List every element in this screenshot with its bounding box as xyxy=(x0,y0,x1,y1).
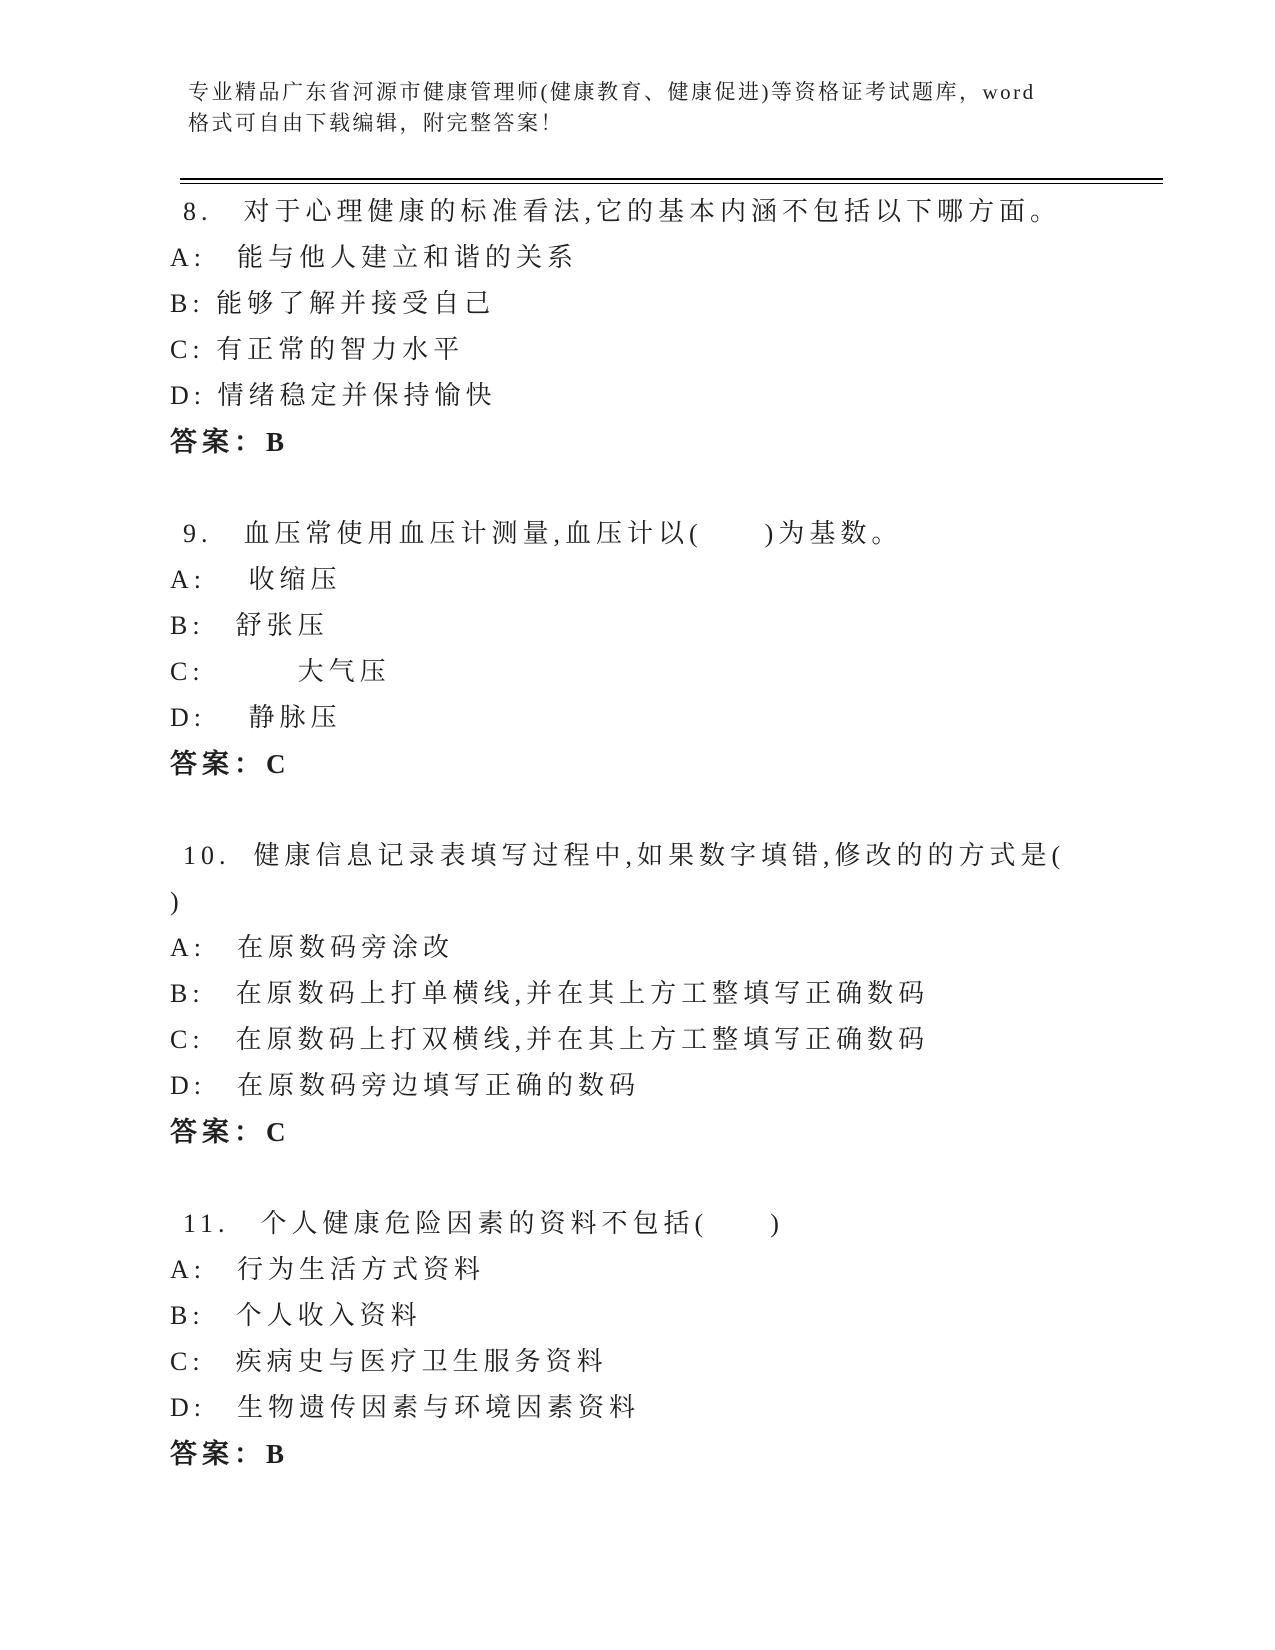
question-8-answer-line xyxy=(170,419,1165,465)
question-8-option-a: A: 能与他人建立和谐的关系 xyxy=(170,243,579,272)
header-line-2: 格式可自由下载编辑，附完整答案！ xyxy=(188,111,564,135)
question-10-text: 10. 健康信息记录表填写过程中,如果数字填错,修改的的方式是( xyxy=(183,841,1066,870)
question-9-text: 9. 血压常使用血压计测量,血压计以( )为基数。 xyxy=(183,519,903,548)
question-8-option-d: D: 情绪稳定并保持愉快 xyxy=(170,381,497,410)
answer-label: 答案： xyxy=(170,427,266,457)
question-8-text: 8. 对于心理健康的标准看法,它的基本内涵不包括以下哪方面。 xyxy=(183,197,1062,226)
question-block-11 xyxy=(170,1201,1165,1477)
answer-value: B xyxy=(266,427,290,457)
answer-value: C xyxy=(266,1117,291,1147)
question-10-option-c: C: 在原数码上打双横线,并在其上方工整填写正确数码 xyxy=(170,1025,930,1054)
question-8-option-b: B: 能够了解并接受自己 xyxy=(170,289,496,318)
question-11-option-b: B: 个人收入资料 xyxy=(170,1301,422,1330)
question-9-answer-line xyxy=(170,741,1165,787)
question-block-9 xyxy=(170,511,1165,787)
question-11-option-c: C: 疾病史与医疗卫生服务资料 xyxy=(170,1347,608,1376)
question-9-option-a: A: 收缩压 xyxy=(170,565,342,594)
answer-label: 答案： xyxy=(170,1117,266,1147)
question-10-option-b: B: 在原数码上打单横线,并在其上方工整填写正确数码 xyxy=(170,979,930,1008)
answer-value: B xyxy=(266,1439,290,1469)
question-block-10 xyxy=(170,833,1165,1155)
question-10-option-a: A: 在原数码旁涂改 xyxy=(170,933,455,962)
answer-value: C xyxy=(266,749,291,779)
question-9-option-d: D: 静脉压 xyxy=(170,703,342,732)
answer-label: 答案： xyxy=(170,1439,266,1469)
document-header xyxy=(188,77,1163,139)
question-list xyxy=(170,189,1165,1523)
question-11-answer-line xyxy=(170,1431,1165,1477)
question-10-text-line2: ) xyxy=(170,887,184,916)
question-11-option-d: D: 生物遗传因素与环境因素资料 xyxy=(170,1393,641,1422)
header-line-1: 专业精品广东省河源市健康管理师(健康教育、健康促进)等资格证考试题库，word xyxy=(188,80,1036,104)
answer-label: 答案： xyxy=(170,749,266,779)
question-8-option-c: C: 有正常的智力水平 xyxy=(170,335,465,364)
question-block-8 xyxy=(170,189,1165,465)
question-10-option-d: D: 在原数码旁边填写正确的数码 xyxy=(170,1071,641,1100)
header-separator-line xyxy=(180,178,1163,184)
question-9-option-b: B: 舒张压 xyxy=(170,611,329,640)
question-10-answer-line xyxy=(170,1109,1165,1155)
question-9-option-c: C: 大气压 xyxy=(170,657,391,686)
question-11-text: 11. 个人健康危险因素的资料不包括( ) xyxy=(183,1209,784,1238)
question-11-option-a: A: 行为生活方式资料 xyxy=(170,1255,486,1284)
